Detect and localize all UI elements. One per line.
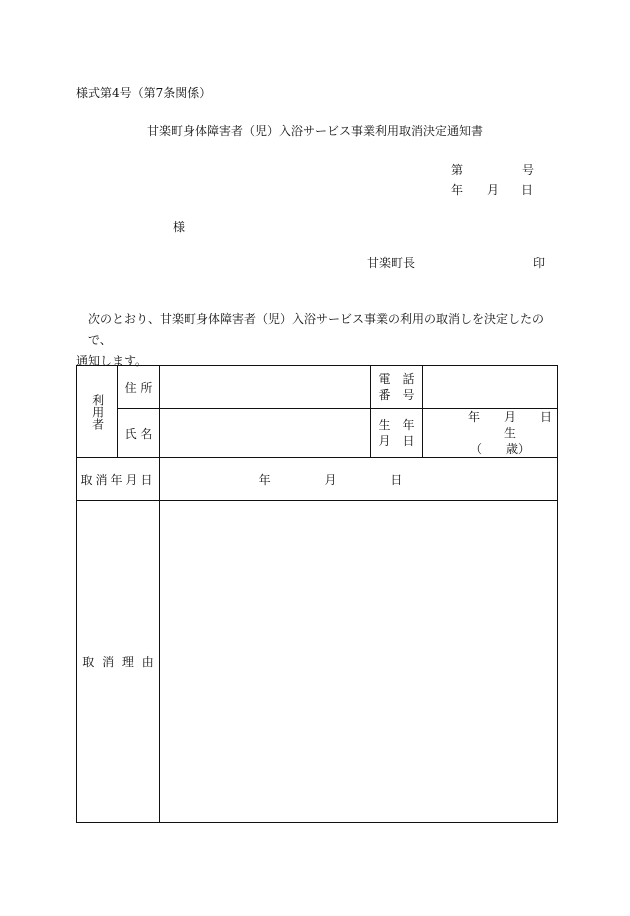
birth-date-value: 年 月 日生 <box>467 410 552 440</box>
form-number: 様式第4号（第7条関係） <box>76 86 212 100</box>
table-row-cancel-date <box>77 458 558 501</box>
birth-date-field[interactable] <box>423 409 558 458</box>
address-label: 住 所 <box>118 366 160 409</box>
recipient-honorific: 様 <box>173 220 186 234</box>
cancel-date-label: 取消年月日 <box>77 458 160 501</box>
reference-number-suffix: 号 <box>522 163 535 177</box>
table-row-name <box>77 409 558 458</box>
reference-number-prefix: 第 <box>451 163 464 177</box>
phone-label-line-2: 番 号 <box>378 388 415 402</box>
birth-label-line-2: 月 日 <box>378 434 415 448</box>
user-label-cell <box>77 366 118 458</box>
phone-label-cell <box>371 366 423 409</box>
cancel-date-field[interactable] <box>160 458 558 501</box>
table-row-reason <box>77 501 558 823</box>
issuer-title: 甘楽町長 <box>367 256 416 270</box>
cancel-date-year: 年 <box>258 472 271 487</box>
body-paragraph <box>76 309 562 372</box>
name-field[interactable] <box>160 409 371 458</box>
birth-label-line-1: 生 年 <box>378 418 415 432</box>
issue-date-day: 日 <box>521 183 534 197</box>
reason-label: 取 消 理 由 <box>77 501 160 823</box>
issue-date-month: 月 <box>487 183 500 197</box>
phone-field[interactable] <box>423 366 558 409</box>
cancel-date-month: 月 <box>324 472 337 487</box>
cancel-date-day: 日 <box>390 472 403 487</box>
document-title: 甘楽町身体障害者（児）入浴サービス事業利用取消決定通知書 <box>146 124 483 138</box>
info-table <box>76 365 558 823</box>
body-line-1: 次のとおり、甘楽町身体障害者（児）入浴サービス事業の利用の取消しを決定したので、 <box>88 312 545 347</box>
issue-date-year: 年 <box>451 183 464 197</box>
issuer-seal-mark: 印 <box>533 256 546 270</box>
age-value: （ 歳） <box>469 442 530 456</box>
reason-field[interactable] <box>160 501 558 823</box>
phone-label-line-1: 電 話 <box>378 372 415 386</box>
birth-label-cell <box>371 409 423 458</box>
table-row-address <box>77 366 558 409</box>
body-line-2: 通知します。 <box>76 354 148 368</box>
name-label: 氏 名 <box>118 409 160 458</box>
address-field[interactable] <box>160 366 371 409</box>
user-label: 利用者 <box>90 393 105 430</box>
